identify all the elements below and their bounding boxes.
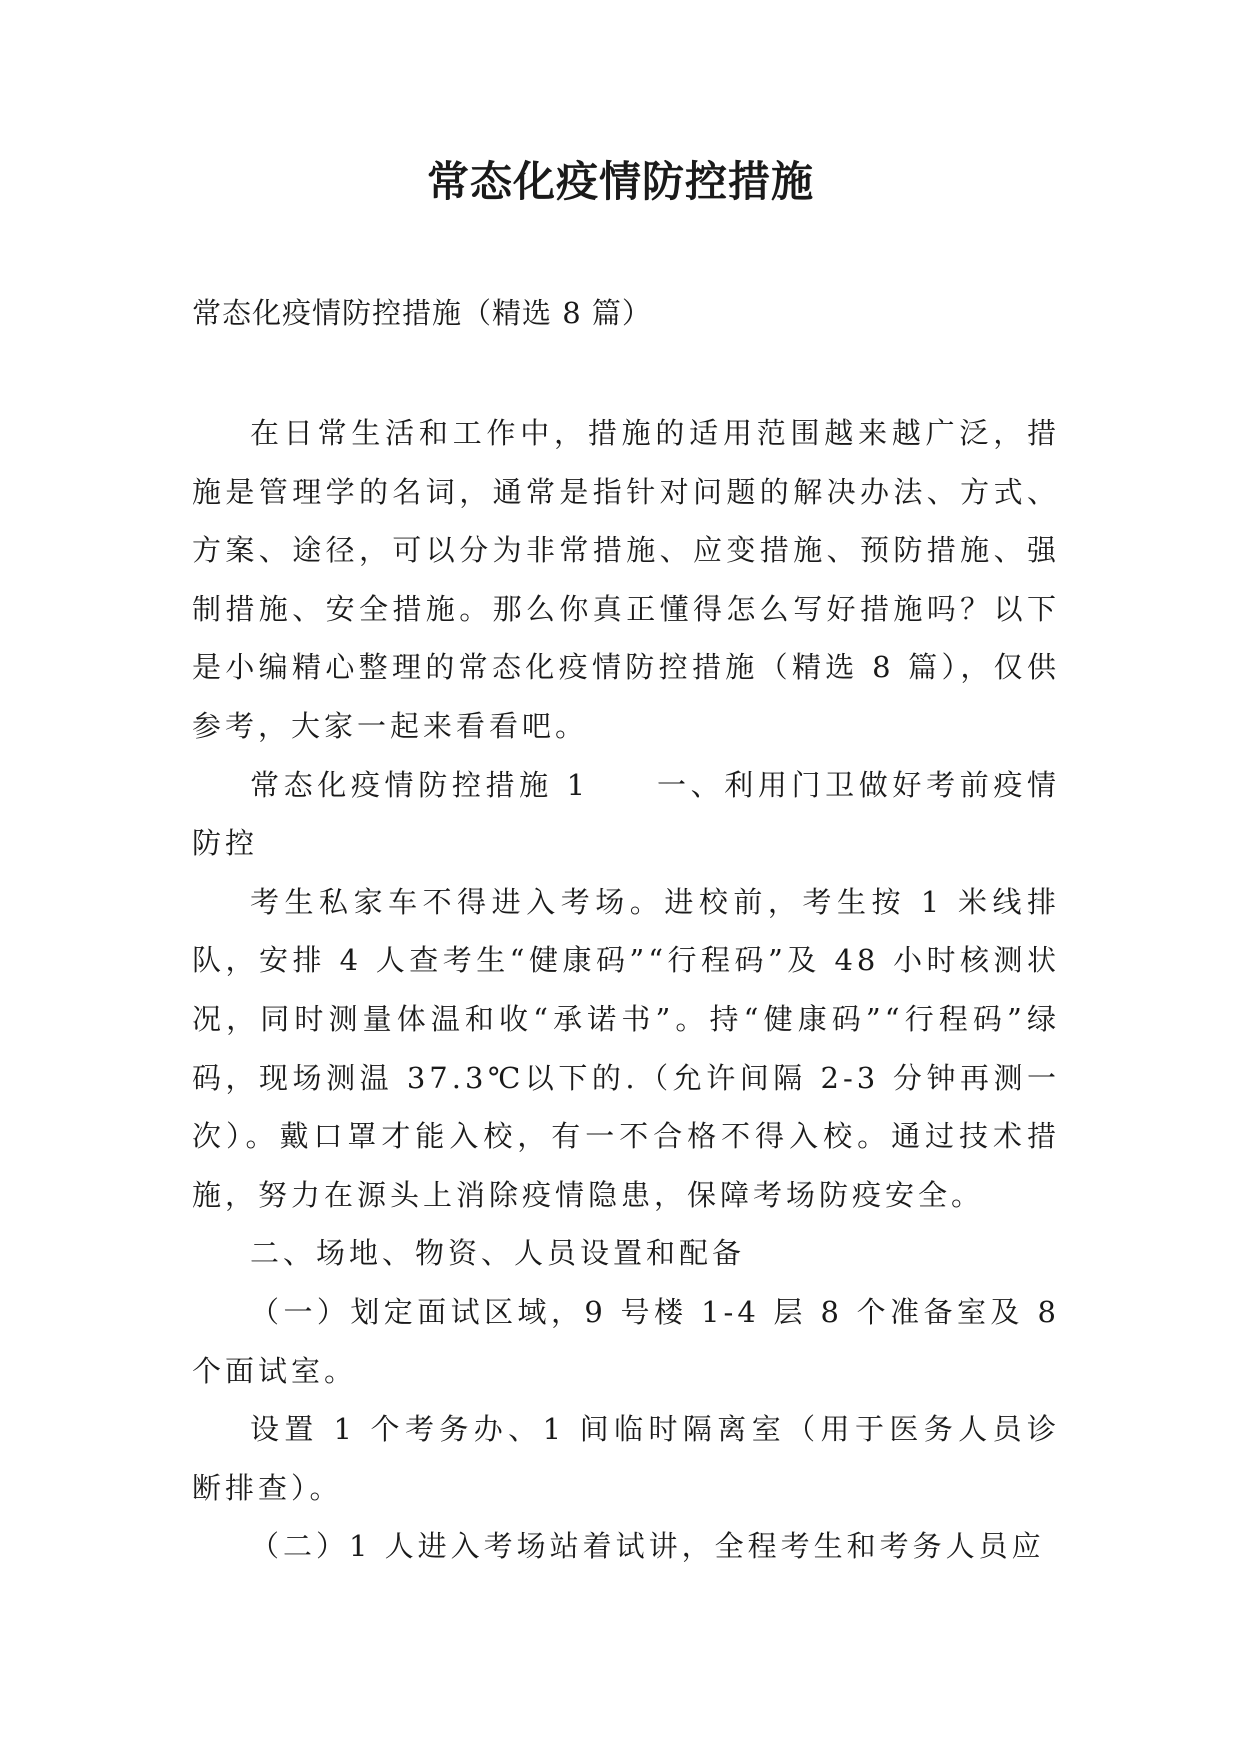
paragraph-section-2-heading: 二、场地、物资、人员设置和配备: [250, 1236, 746, 1271]
paragraph-gate-control: 考生私家车不得进入考场。进校前，考生按 1 米线排队，安排 4 人查考生“健康码”“行程码”及 48 小时核测状况，同时测量体温和收“承诺书”。持“健康码”“行程码”绿码，现场测温 37.3℃以下的.（允许间隔 2-3 分钟再测一次）。戴口罩才能入校，有一不合格不得入校。通过技术措施，努力在源头上消除疫情隐患，保障考场防疫安全。: [192, 884, 1060, 1212]
paragraph-section-1-heading: 常态化疫情防控措施 1 一、利用门卫做好考前疫情防控: [192, 767, 1060, 861]
document-body: [192, 404, 1060, 1576]
paragraph-trial-lecture: （二）1 人进入考场站着试讲，全程考生和考务人员应: [250, 1529, 1045, 1564]
paragraph-exam-office: 设置 1 个考务办、1 间临时隔离室（用于医务人员诊断排查）。: [192, 1412, 1060, 1505]
paragraph-intro: 在日常生活和工作中，措施的适用范围越来越广泛，措施是管理学的名词，通常是指针对问题的解决办法、方式、方案、途径，可以分为非常措施、应变措施、预防措施、强制措施、安全措施。那么你真正懂得怎么写好措施吗？以下是小编精心整理的常态化疫情防控措施（精选 8 篇），仅供参考，大家一起来看看吧。: [192, 416, 1060, 743]
document-subtitle: 常态化疫情防控措施（精选 8 篇）: [192, 296, 652, 330]
paragraph-interview-area: （一）划定面试区域，9 号楼 1-4 层 8 个准备室及 8 个面试室。: [192, 1294, 1060, 1388]
document-title: 常态化疫情防控措施: [426, 157, 814, 206]
